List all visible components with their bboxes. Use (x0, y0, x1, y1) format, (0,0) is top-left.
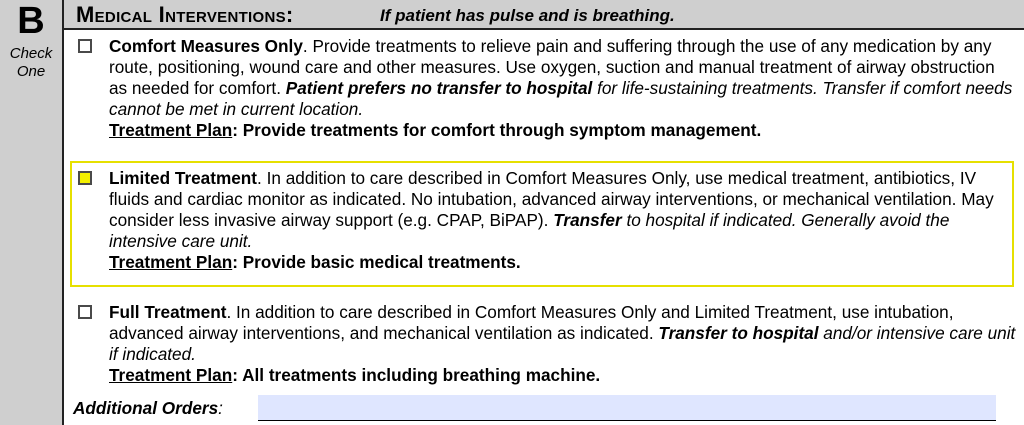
full-treatment-plan: Treatment Plan: All treatments including breathing machine. (109, 365, 601, 385)
comfort-measures-checkbox[interactable] (78, 39, 92, 53)
section-header (64, 0, 1024, 30)
limited-treatment-description: Limited Treatment. In addition to care described in Comfort Measures Only, use medical treatment, antibiotics, IV fluids and cardiac monitor as indicated. No intubation, advanced airway interventions, or mechanical ventilation. May consider less invasive airway support (e.g. CPAP, BiPAP). Transfer to hospital if indicated. Generally avoid the intensive care unit. (109, 168, 994, 251)
section-title: Medical Interventions: (76, 2, 294, 27)
additional-orders-field[interactable] (258, 395, 996, 421)
section-sidebar (0, 0, 64, 425)
section-letter: B (17, 0, 45, 42)
full-treatment-checkbox[interactable] (78, 305, 92, 319)
option-full-treatment (72, 302, 1016, 386)
limited-treatment-plan: Treatment Plan: Provide basic medical treatments. (109, 252, 521, 272)
full-treatment-description: Full Treatment. In addition to care described in Comfort Measures Only and Limited Treatment, use intubation, advanced airway interventions, and mechanical ventilation as indicated. Transfer to hospital and/or intensive care unit if indicated. (109, 302, 1016, 364)
option-comfort-measures (72, 36, 1016, 141)
comfort-measures-description: Comfort Measures Only. Provide treatments to relieve pain and suffering through the use of any medication by any route, positioning, wound care and other measures. Use oxygen, suction and manual treatment of airway obstruction as needed for comfort. Patient prefers no transfer to hospital for life-sustaining treatments. Transfer if comfort needs cannot be met in current location. (109, 36, 1013, 119)
check-one-instruction: Check One (9, 45, 53, 80)
option-limited-treatment (72, 168, 1016, 273)
section-subtitle: If patient has pulse and is breathing. (380, 6, 675, 25)
limited-treatment-checkbox[interactable] (78, 171, 92, 185)
comfort-treatment-plan: Treatment Plan: Provide treatments for comfort through symptom management. (109, 120, 762, 140)
additional-orders-label: Additional Orders: (73, 398, 223, 418)
